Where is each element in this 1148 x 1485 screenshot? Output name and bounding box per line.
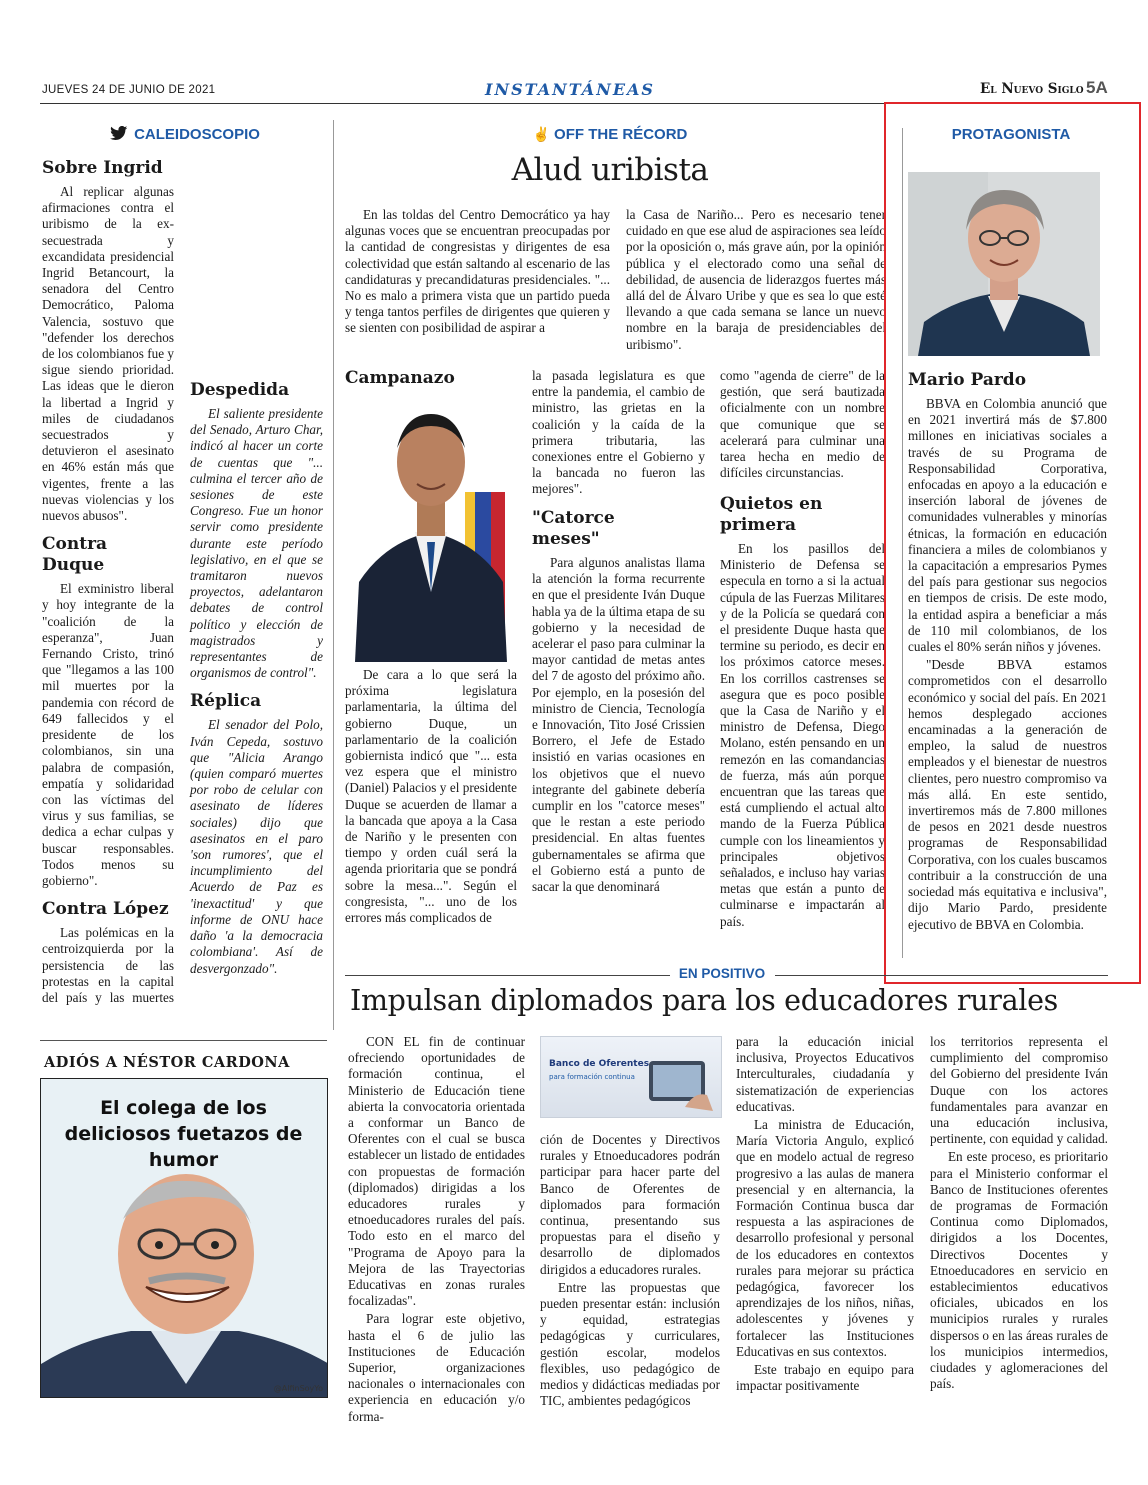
protagonista-text: BBVA en Colombia anunció que en 2021 invertirá más de $7.800 millones en iniciativas sociales a través de su Programa de Responsabilidad Corporativa, enfocadas en apoyo a la educación e inserción laboral de jóvenes de comunidades vulnerables y minorías étnicas, la formación en educación financiera a miles de colombianos y la capacitación a empresarios Pymes del país para gestionar sus negocios en tiempos de crisis. De este modo, la entidad aspira a beneficiar a más de 110 mil colombianos, de los cuales el 80% serán niños y jóvenes. "Desde BBVA estamos comprometidos con el desarrollo económico y social del país. En 2021 hemos desplegado acciones encaminadas a la generación de empleo, la salud de nuestros empleados y el bienestar de nuestros clientes, pero nuestro compromiso va más allá. En este sentido, invertiremos más de 7.800 millones de pesos en 2021 desde nuestros programas de Responsabilidad Corporativa, con los cuales buscamos contribuir a la construcción de una sociedad más equitativa e inclusiva", dijo Mario Pardo, presidente ejecutivo de BBVA en Colombia. bbox=[908, 396, 1107, 932]
tablet-icon bbox=[645, 1051, 715, 1111]
enpositivo-col-2: ción de Docentes y Directivos rurales y Etnoeducadores podrán participar para hacer parte del Banco de Oferentes de diplomados para formación continua, presentando sus propuestas para el diseño y desarrollo de diplomados dirigidos a educadores rurales. Entre las propuestas que pueden presentar están: inclusión y equidad, estrategias pedagógicas y curriculares, gestión escolar, modelos flexibles, uso pedagógico de medios y didácticas mediadas por TIC, ambientes pedagógicos bbox=[540, 1132, 720, 1409]
quietos-block bbox=[720, 490, 885, 932]
enpositivo-col-3: para la educación inicial inclusiva, Proyectos Educativos Interculturales, ciudadanía y sistematización de experiencias educativas. La ministra de Educación, María Victoria Angulo, explicó que en modelo actual de regreso progresivo a las aulas de manera presencial y en alternancia, la Formación Continua busca dar respuesta a las aspiraciones de desarrollo profesional y personal de los educadores en contextos rurales para mejorar su práctica pedagógica, favorecer los aprendizajes de los niños, niñas, adolescentes y jóvenes y fortalecer las Instituciones Educativas en sus contextos. Este trabajo en equipo para impactar positivamente bbox=[736, 1034, 914, 1394]
cartoon-frame bbox=[40, 1078, 328, 1398]
quietos-text: En los pasillos del Ministerio de Defensa se especula en torno a si la actual cúpula de las Fuerzas Militares y de la Policía se quedará con el presidente Duque hasta que termine su periodo, es decir en los próximos catorce meses. En los corrillos castrenses se asegura que es poco posible que la Casa de Nariño y el ministro de Defensa, Diego Molano, estén pensando en un remezón en las comandancias de fuerza, más aún porque encuentran que las tareas que está cumpliendo el actual alto mando de la Fuerza Pública cumple con los lineamientos y principales objetivos señalados, e incluso hay varias metas que están a punto de culminarse e impactarán al país. bbox=[720, 541, 885, 929]
quietos-title: Quietos en primera bbox=[720, 494, 823, 535]
item-title: Contra López bbox=[42, 899, 169, 920]
campanazo-block bbox=[345, 364, 517, 394]
column-rule bbox=[40, 1040, 327, 1041]
column-rule bbox=[333, 120, 334, 1030]
enpositivo-col-1: CON EL fin de continuar ofreciendo oportunidades de formación continua, el Ministerio de Educación tiene abierta la convocatoria orientada a conformar un Banco de Oferentes con el cual se busca establecer un listado de entidades con propuestas de formación (diplomados) dirigidas a los educadores rurales y etnoeducadores rurales del país. Todo esto en el marco del "Programa de Apoyo para la Mejora de las Trayectorias Educativas en zonas rurales focalizadas". Para lograr este objetivo, hasta el 6 de julio las Instituciones de Educación Superior, organizaciones nacionales o internacionales con experiencia en educación y/o forma- bbox=[348, 1034, 525, 1424]
page-number: 5A bbox=[1086, 78, 1108, 97]
caleidoscopio-label-text: CALEIDOSCOPIO bbox=[134, 126, 260, 143]
catorce-text: Para algunos analistas llama la atención la forma recurrente en que el presidente Iván Duque habla ya de la última etapa de su gobierno y la necesidad de acelerar el paso para culminar la mayor cantidad de metas antes del 7 de agosto del próximo año. Por ejemplo, en la posesión del ministro de Ciencia, Tecnología e Innovación, Tito José Crissien Borrero, el Jefe de Estado insistió en varias ocasiones en los objetivos que el nuevo integrante del gabinete debería cumplir en los "catorce meses" que le restan a este periodo presidencial. En altas fuentes gubernamentales se afirma que el Gobierno está a punto de sacar la que denominará bbox=[532, 555, 705, 895]
enpositivo-graphic bbox=[540, 1036, 722, 1118]
cartoon-caption: El colega de los deliciosos fuetazos de humor bbox=[64, 1097, 303, 1171]
enpositivo-rule-left bbox=[345, 975, 670, 976]
campanazo-text-1: De cara a lo que será la próxima legislatura parlamentaria, la última del gobierno Duque, un parlamentario de la coalición gobiernista indicó que "... esta vez espera que el ministro (Daniel) Palacios y el presidente Duque se acuerden de llamar a la bancada que apoya a la Casa de Nariño y le presenten con tiempo y orden cuál será la agenda prioritaria que se pondrá sobre la mesa...". Según el congresista, "... uno de los errores más complicados de bbox=[345, 667, 517, 926]
enpositivo-label: EN POSITIVO bbox=[678, 966, 766, 981]
enpositivo-headline: Impulsan diplomados para los educadores rurales bbox=[350, 984, 1058, 1017]
item-title: Sobre Ingrid bbox=[42, 158, 163, 178]
caleidoscopio-label bbox=[40, 126, 330, 143]
graphic-title: Banco de Oferentes bbox=[549, 1059, 650, 1069]
protagonista-photo bbox=[908, 172, 1100, 356]
catorce-block bbox=[532, 504, 705, 897]
offrecord-intro-right: la Casa de Nariño... Pero es necesario tener cuidado en que ese alud de aspiraciones sea leído por la oposición o, más grave aún, por la opinión pública y el electorado como una señal de debilidad, de ausencia de liderazgos fuertes más allá del de Álvaro Uribe y que es sea lo que esté llevando a que cada semana se lance un nuevo nombre en la baraja de presidenciables del uribismo". bbox=[626, 207, 886, 352]
item-title: Despedida bbox=[190, 380, 290, 400]
campanazo-photo bbox=[345, 392, 517, 662]
cartoon-credit: @AlfinSoyYo bbox=[273, 1384, 323, 1393]
offrecord-label-text: OFF THE RÉCORD bbox=[554, 126, 688, 143]
campanazo-text-2: la pasada legislatura es que entre la pandemia, el cambio de ministro, las grietas en la coalición y la caída de la primera tributaria, las conexiones entre el Gobierno y la bancada no fueron las mejores". bbox=[532, 368, 705, 497]
offrecord-intro-left: En las toldas del Centro Democrático ya hay algunas voces que se encuentran preocupadas por la cantidad de congresistas y dirigentes de esa colectividad que están saltando al escenario de las candidaturas y precandidaturas presidenciales. "... No es malo a primera vista que un partido pueda y tenga tantos perfiles de dirigentes que quieren y se sienten con posibilidad de aspirar a bbox=[345, 207, 610, 336]
twitter-bird-icon bbox=[110, 126, 128, 141]
enpositivo-col-4: los territorios representa el cumplimiento del compromiso del Gobierno del presidente Iván Duque con los actores fundamentales para avanzar en una educación inclusiva, pertinente, con equidad y calidad. En este proceso, es prioritario para el Ministerio conformar el Banco de Instituciones oferentes de programas de Formación Continua como Diplomados, dirigidos a los Docentes, Directivos Docentes y Etnoeducadores en servicio en establecimientos educativos oficiales, ubicados en los municipios rurales y rurales dispersos o en las áreas rurales de los municipios intermedios, ciudades y aglomeraciones del país. bbox=[930, 1034, 1108, 1392]
section-title: INSTANTÁNEAS bbox=[485, 80, 655, 99]
catorce-title: "Catorce meses" bbox=[532, 508, 615, 549]
offrecord-label bbox=[340, 126, 880, 143]
cartoon-label: ADIÓS A NÉSTOR CARDONA bbox=[44, 1054, 290, 1071]
protagonista-name: Mario Pardo bbox=[908, 370, 1027, 390]
item-title: Contra Duque bbox=[42, 534, 108, 576]
item-text: El exministro liberal y hoy integrante de la "coalición de la esperanza", Juan Fernando Cristo, trinó que "llegamos a las 100 mil muertes por la pandemia con récord de 649 fallecidos y el presidente de los colombianos, sin una palabra de compasión, empatía y solidaridad con las víctimas del virus y sus familias, se dedica a echar culpas y buscar responsables. Todos menos su gobierno". bbox=[42, 581, 174, 888]
item-text: Al replicar algunas afirmaciones contra el uribismo de la ex-secuestrada y excandidata presidencial Ingrid Betancourt, la senadora del Centro Democrático, Paloma Valencia, sostuvo que "defender los derechos de los colombianos fue y sigue siendo prioridad. Las ideas que le dieron la libertad a Ingrid y miles de ciudadanos secuestrados y detuvieron el asesinato en 46% están más que vigentes, frente a las nuevas violencias y los nuevos abusos". bbox=[42, 184, 174, 524]
graphic-subtitle: para formación continua bbox=[549, 1073, 635, 1081]
cartoon-portrait bbox=[41, 1159, 328, 1398]
item-text: El saliente presidente del Senado, Arturo Char, indicó al hacer un corte de cuentas que "... culmina el tercer año de sesiones de este Congreso. Fue un honor servir como presidente durante este período legislativo, en el que se tramitaron nuevos proyectos, adelantaron debates de control político y elección de magistrados y representantes de organismos de control". bbox=[190, 406, 323, 681]
item-text: Las polémicas en la centroizquierda por la persistencia de las protestas en la capital del país y las muertes bbox=[42, 925, 174, 1005]
caleidoscopio-col-a bbox=[42, 154, 174, 1005]
issue-date: JUEVES 24 DE JUNIO DE 2021 bbox=[42, 84, 216, 96]
item-text: El senador del Polo, Iván Cepeda, sostuvo que "Alicia Arango (quien comparó muertes por robo de celular con asesinato de líderes sociales) dijo que asesinatos en el paro 'son rumores', que el incumplimiento del Acuerdo de Paz es 'inexactitud' y que informe de ONU hace daño 'a la democracia colombiana'. Así de desvergonzado". bbox=[190, 717, 323, 976]
newspaper-name: El Nuevo Siglo bbox=[980, 81, 1084, 97]
shh-hand-icon: ✌ bbox=[532, 126, 551, 142]
enpositivo-rule-right bbox=[775, 975, 1108, 976]
col3-top-text: como "agenda de cierre" de la gestión, que será bautizada oficialmente con un nombre que comunique que se acelerará para culminar una tarea hecha en medio de difíciles circunstancias. bbox=[720, 368, 885, 481]
protagonista-body bbox=[908, 366, 1107, 935]
caleidoscopio-col-b bbox=[190, 154, 323, 979]
item-title: Réplica bbox=[190, 691, 262, 712]
campanazo-title: Campanazo bbox=[345, 368, 455, 388]
protagonista-label: PROTAGONISTA bbox=[951, 126, 1071, 143]
offrecord-headline: Alud uribista bbox=[511, 152, 709, 188]
